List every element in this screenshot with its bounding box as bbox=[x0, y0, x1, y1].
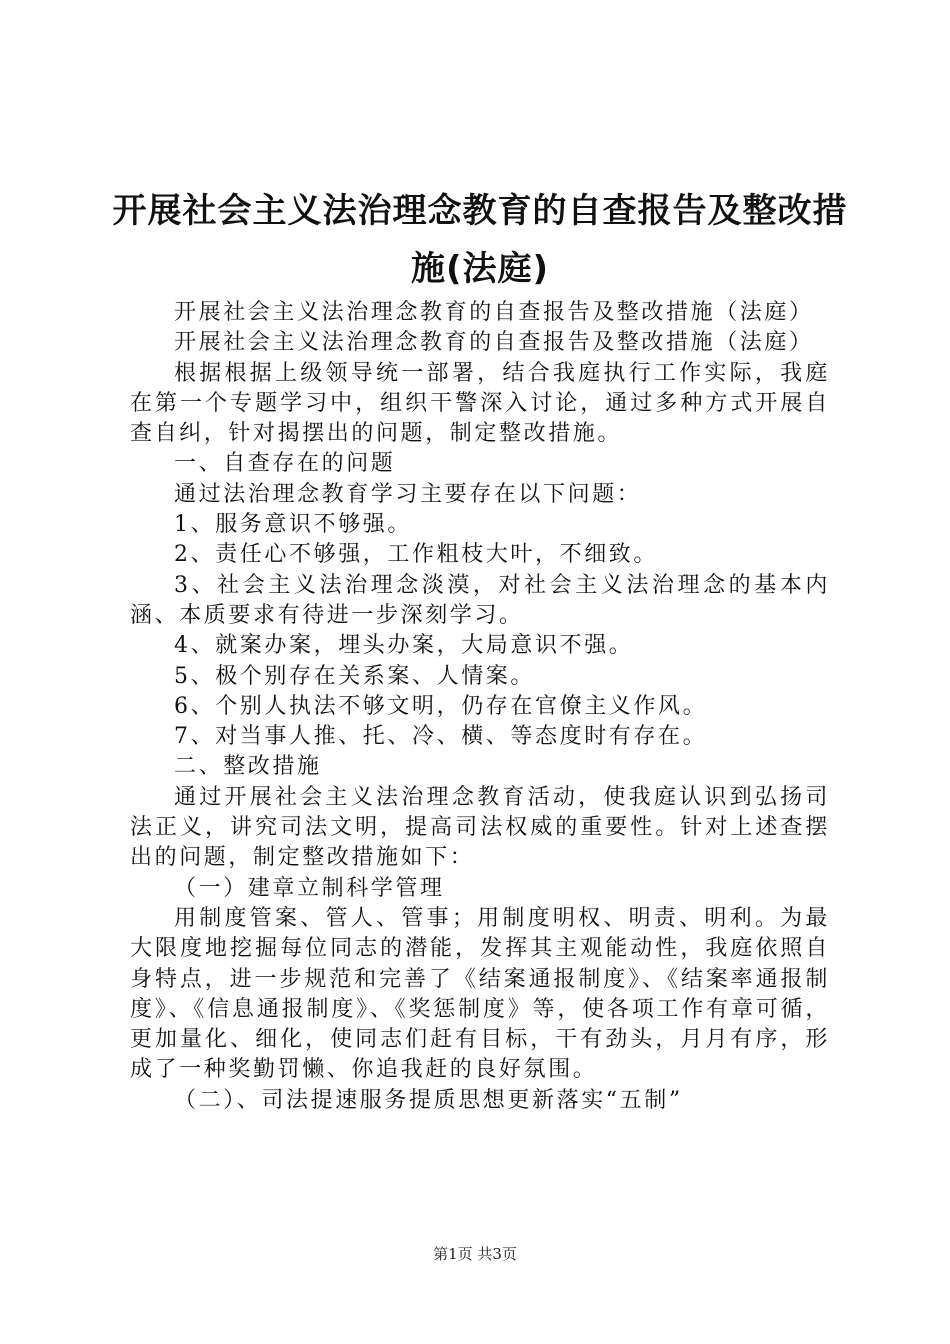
page-footer bbox=[0, 1243, 950, 1264]
page-number: 第1页 共3页 bbox=[433, 1245, 517, 1263]
paragraph: 开展社会主义法治理念教育的自查报告及整改措施（法庭） bbox=[174, 300, 814, 325]
list-item: 1、服务意识不够强。 bbox=[174, 512, 412, 538]
paragraph: 通过法治理念教育学习主要存在以下问题： bbox=[174, 481, 642, 507]
list-item: 5、极个别存在关系案、人情案。 bbox=[174, 663, 535, 689]
document-title: 开展社会主义法治理念教育的自查报告及整改措施(法庭) bbox=[112, 191, 848, 289]
paragraph: 通过开展社会主义法治理念教育活动，使我庭认识到弘扬司法正义，讲究司法文明，提高司法权威的重要性。针对上述查摆出的问题，制定整改措施如下： bbox=[130, 784, 830, 871]
paragraph: 根据根据上级领导统一部署，结合我庭执行工作实际，我庭在第一个专题学习中，组织干警深入讨论，通过多种方式开展自查自纠，针对揭摆出的问题，制定整改措施。 bbox=[130, 360, 830, 447]
list-item: 4、就案办案，埋头办案，大局意识不强。 bbox=[174, 633, 634, 659]
paragraph: 开展社会主义法治理念教育的自查报告及整改措施（法庭） bbox=[174, 330, 814, 356]
paragraph: 用制度管案、管人、管事；用制度明权、明责、明利。为最大限度地挖掘每位同志的潜能，发挥其主观能动性，我庭依照自身特点，进一步规范和完善了《结案通报制度》、《结案率通报制度》、《信息通报制度》、《奖惩制度》等，使各项工作有章可循，更加量化、细化，使同志们赶有目标，干有劲头，月月有序，形成了一种奖勤罚懒、你追我赶的良好氛围。 bbox=[130, 905, 830, 1083]
subsection-heading: （二）、司法提速服务提质思想更新落实“五制” bbox=[174, 1087, 683, 1113]
list-item: 2、责任心不够强，工作粗枝大叶，不细致。 bbox=[174, 542, 658, 568]
section-heading: 二、整改措施 bbox=[174, 754, 322, 780]
list-item: 6、个别人执法不够文明，仍存在官僚主义作风。 bbox=[174, 693, 708, 719]
subsection-heading: （一）建章立制科学管理 bbox=[174, 875, 445, 901]
list-item: 7、对当事人推、托、冷、横、等态度时有存在。 bbox=[174, 724, 708, 750]
section-heading: 一、自查存在的问题 bbox=[174, 451, 396, 477]
list-item: 3、社会主义法治理念淡漠，对社会主义法治理念的基本内涵、本质要求有待进一步深刻学习。 bbox=[130, 572, 830, 628]
document-body bbox=[130, 298, 830, 1116]
